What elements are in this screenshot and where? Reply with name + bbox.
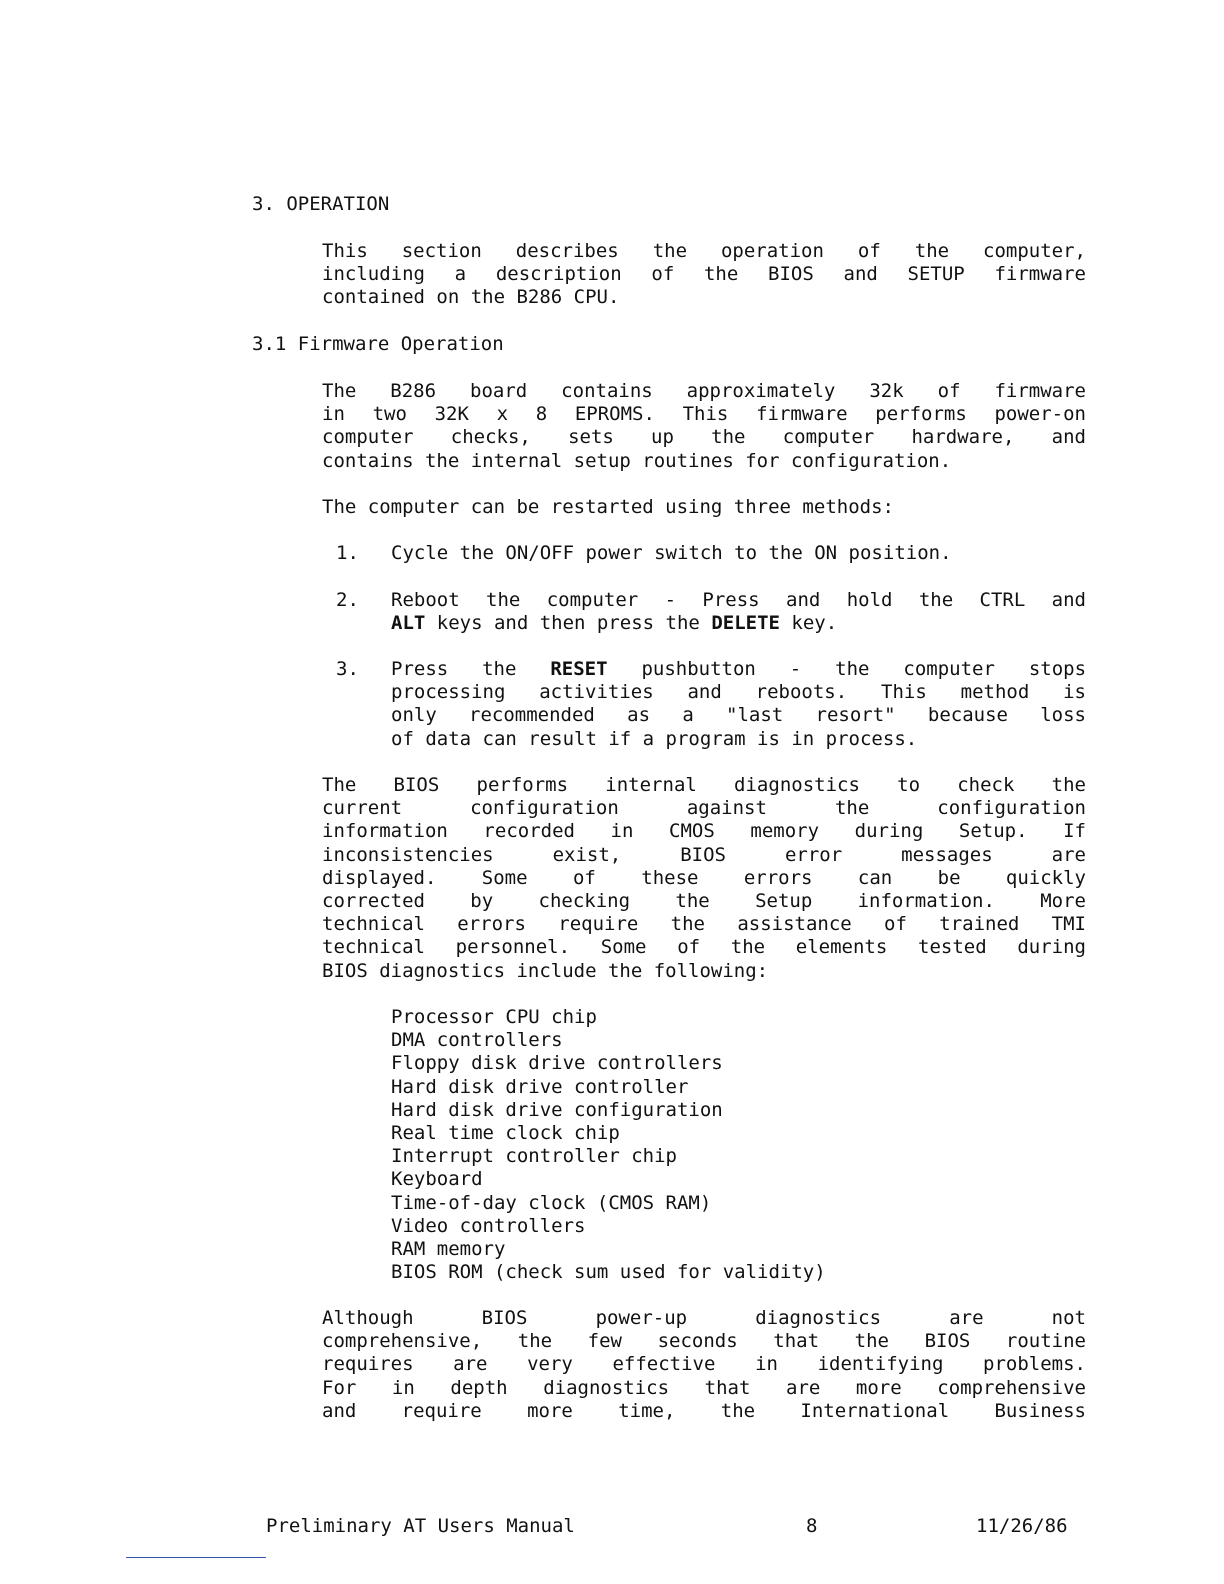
alt-key-label: ALT: [391, 612, 426, 635]
list-item: Keyboard: [391, 1168, 483, 1191]
text-line: inconsistencies exist, BIOS error messages are: [322, 843, 1086, 866]
list-number: 2.: [336, 589, 359, 611]
text-line: For in depth diagnostics that are more comprehensive: [322, 1376, 1086, 1399]
text-line: technical personnel. Some of the elements tested during: [322, 936, 1086, 959]
list-item: Real time clock chip: [391, 1122, 620, 1145]
bios-paragraph: [322, 774, 1086, 983]
list-item: Video controllers: [391, 1214, 586, 1237]
text-line: contains the internal setup routines for configuration.: [322, 449, 952, 472]
text-line: The B286 board contains approximately 32k of firmware: [322, 380, 1086, 402]
list-number: 1.: [336, 542, 359, 564]
text-line: requires are very effective in identifying problems.: [322, 1353, 1086, 1376]
footer-title: Preliminary AT Users Manual: [266, 1515, 575, 1537]
subsection-heading: 3.1 Firmware Operation: [252, 333, 504, 355]
text-line: displayed. Some of these errors can be quickly: [322, 866, 1086, 889]
text-line: processing activities and reboots. This method is: [391, 681, 1086, 704]
text-line: ALT keys and then press the DELETE key.: [391, 612, 838, 635]
text-line: The BIOS performs internal diagnostics to check the: [322, 774, 1086, 796]
text-line: Although BIOS power-up diagnostics are not: [322, 1307, 1086, 1329]
list-item: Hard disk drive controller: [391, 1075, 689, 1098]
text-line: only recommended as a "last resort" because loss: [391, 704, 1086, 727]
firmware-paragraph: [322, 380, 1086, 473]
text-line: current configuration against the configuration: [322, 797, 1086, 820]
text-line: BIOS diagnostics include the following:: [322, 959, 769, 982]
text-line: and require more time, the International Business: [322, 1399, 1086, 1422]
text-line: Press the RESET pushbutton - the computer stops: [391, 658, 1087, 680]
diagnostics-paragraph: [322, 1307, 1086, 1423]
text-line: technical errors require the assistance of trained TMI: [322, 913, 1086, 936]
text-line: in two 32K x 8 EPROMS. This firmware performs power-on: [322, 403, 1086, 426]
list-item: Floppy disk drive controllers: [391, 1052, 723, 1075]
delete-key-label: DELETE: [711, 612, 780, 635]
diagnostics-list: [391, 1006, 826, 1284]
section-intro: [322, 240, 1086, 310]
reset-label: RESET: [550, 658, 608, 680]
page-number: 8: [806, 1515, 818, 1537]
text-line: Cycle the ON/OFF power switch to the ON position.: [391, 542, 952, 564]
footer-date: 11/26/86: [976, 1515, 1068, 1537]
restart-intro: [322, 496, 1086, 519]
list-item: DMA controllers: [391, 1029, 563, 1052]
text-line: information recorded in CMOS memory during Setup. If: [322, 820, 1086, 843]
text-line: contained on the B286 CPU.: [322, 286, 620, 309]
text-line: computer checks, sets up the computer hardware, and: [322, 426, 1086, 449]
text-line: comprehensive, the few seconds that the BIOS routine: [322, 1330, 1086, 1353]
list-item: Interrupt controller chip: [391, 1145, 677, 1168]
text-line: corrected by checking the Setup information. More: [322, 890, 1086, 913]
text-line: The computer can be restarted using three methods:: [322, 496, 894, 518]
list-item: BIOS ROM (check sum used for validity): [391, 1261, 826, 1284]
list-item: Processor CPU chip: [391, 1006, 597, 1028]
list-item: Hard disk drive configuration: [391, 1098, 723, 1121]
text-line: This section describes the operation of the computer,: [322, 240, 1086, 262]
section-heading: 3. OPERATION: [252, 193, 390, 215]
text-line: of data can result if a program is in process.: [391, 727, 918, 750]
text-line: Reboot the computer - Press and hold the CTRL and: [391, 589, 1086, 611]
footer-rule: [126, 1557, 266, 1558]
list-item: RAM memory: [391, 1238, 506, 1261]
list-item: Time-of-day clock (CMOS RAM): [391, 1191, 712, 1214]
list-number: 3.: [336, 658, 359, 680]
text-line: including a description of the BIOS and SETUP firmware: [322, 263, 1086, 286]
